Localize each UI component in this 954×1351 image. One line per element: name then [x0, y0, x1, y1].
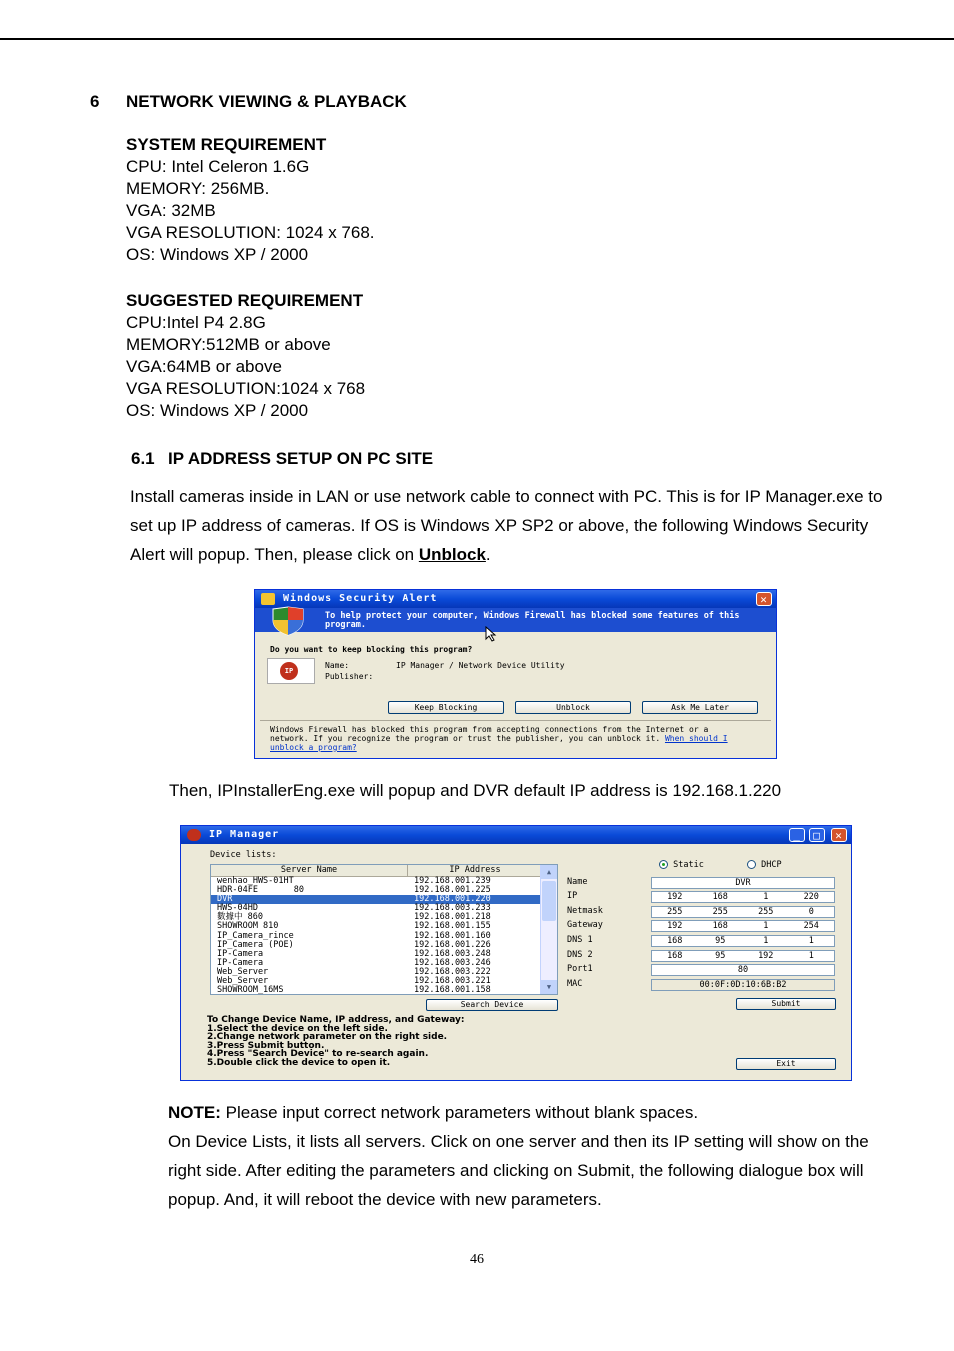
netmask-label: Netmask	[567, 906, 603, 916]
alert-question: Do you want to keep blocking this program?	[270, 645, 473, 654]
search-device-button[interactable]: Search Device	[426, 999, 558, 1011]
server-name-cell: DVR	[217, 894, 233, 905]
ip-address-cell: 192.168.003.221	[414, 976, 491, 987]
then-paragraph: Then, IPInstallerEng.exe will popup and DVR default IP address is 192.168.1.220	[169, 781, 782, 800]
note-body: On Device Lists, it lists all servers. Click on one server and then its IP setting will show on the right side. After editing the parameters and clicking on Submit, the following dialogue box will popup. And, it will reboot the device with new parameters.	[168, 1132, 869, 1209]
dns2-octet: 1	[808, 951, 814, 961]
instruction-line: 4.Press "Search Device" to re-search again.	[207, 1049, 429, 1060]
dns1-octet: 95	[715, 936, 726, 946]
when-unblock-link[interactable]: When should I unblock a program?	[270, 734, 728, 752]
netmask-octet: 0	[808, 907, 814, 917]
intro-end: .	[485, 545, 491, 564]
server-name-cell: Web_Server	[217, 966, 269, 977]
shield-icon	[269, 606, 307, 636]
instruction-line: 1.Select the device on the left side.	[207, 1023, 388, 1034]
mode-dhcp-radio[interactable]	[747, 860, 782, 870]
subsection-heading	[131, 449, 433, 469]
mode-static-label: Static	[673, 860, 704, 870]
exit-button[interactable]: Exit	[736, 1058, 836, 1070]
instruction-line: 2.Change network parameter on the right side.	[207, 1032, 448, 1043]
close-icon[interactable]: ✕	[831, 828, 847, 842]
ip-address-cell: 192.168.003.233	[414, 903, 491, 914]
instruction-line: To Change Device Name, IP address, and Gateway:	[207, 1015, 465, 1025]
maximize-icon[interactable]: □	[809, 828, 825, 842]
server-name-cell: HWS-04HD	[217, 903, 258, 914]
mode-static-radio[interactable]	[659, 860, 704, 870]
device-lists-label: Device lists:	[210, 850, 277, 860]
suggested-requirement-block	[126, 290, 365, 422]
alert-titlebar	[255, 590, 776, 608]
netmask-octet: 255	[712, 907, 728, 917]
alert-footer	[270, 725, 750, 752]
server-name-cell: IP-Camera	[217, 957, 264, 968]
table-row[interactable]	[211, 895, 557, 904]
gateway-octet: 254	[803, 921, 819, 931]
requirement-line: MEMORY: 256MB.	[126, 179, 270, 198]
page-number: 46	[470, 1252, 484, 1267]
requirement-line: VGA: 32MB	[126, 201, 216, 220]
alert-footer-text: Windows Firewall has blocked this program from accepting connections from the Internet or a network. If you recognize the program or trust the publisher, you can unblock it.	[270, 725, 709, 743]
system-requirement-heading: SYSTEM REQUIREMENT	[126, 135, 327, 154]
dns2-octet: 95	[715, 951, 726, 961]
shield-small-icon	[261, 593, 275, 605]
gateway-input[interactable]	[651, 920, 835, 932]
requirement-line: CPU:Intel P4 2.8G	[126, 313, 266, 332]
note-line1: Please input correct network parameters without blank spaces.	[220, 1103, 699, 1122]
column-header-server[interactable]: Server Name	[211, 865, 408, 876]
table-row[interactable]	[211, 886, 557, 895]
name-label: Name:	[325, 661, 350, 670]
radio-unchecked-icon	[747, 860, 756, 869]
note-paragraph	[168, 1098, 888, 1214]
server-name-cell: wenhao_HWS-01HT	[217, 876, 294, 886]
netmask-octet: 255	[758, 907, 774, 917]
gateway-octet: 192	[667, 921, 683, 931]
cursor-icon	[485, 626, 499, 642]
requirement-line: MEMORY:512MB or above	[126, 335, 331, 354]
ip-address-cell: 192.168.001.155	[414, 921, 491, 932]
dns2-octet: 192	[758, 951, 774, 961]
port-input[interactable]	[651, 964, 835, 976]
intro-text: Install cameras inside in LAN or use network cable to connect with PC. This is for IP Manager.exe to set up IP address of cameras. If OS is Windows XP SP2 or above, the following Windows Security Alert will popup. Then, please click on	[130, 487, 883, 564]
ip-address-cell: 192.168.001.158	[414, 985, 491, 995]
gateway-label: Gateway	[567, 920, 603, 930]
port-value: 80	[737, 965, 749, 975]
alert-divider	[260, 720, 771, 721]
server-name-cell: 數據中 860	[217, 912, 263, 923]
ip-address-cell: 192.168.003.248	[414, 948, 491, 959]
submit-button[interactable]: Submit	[736, 998, 836, 1010]
requirement-line: OS: Windows XP / 2000	[126, 245, 309, 264]
unblock-button[interactable]: Unblock	[515, 701, 631, 714]
ip-address-cell: 192.168.001.226	[414, 939, 491, 950]
publisher-label: Publisher:	[325, 672, 374, 681]
requirement-line: OS: Windows XP / 2000	[126, 401, 309, 420]
note-label: NOTE:	[168, 1103, 221, 1122]
mac-label: MAC	[567, 979, 583, 989]
dns1-label: DNS 1	[567, 935, 593, 945]
ip-input[interactable]	[651, 891, 835, 903]
column-header-ip[interactable]: IP Address	[408, 865, 543, 876]
instruction-line: 3.Press Submit button.	[207, 1040, 325, 1051]
server-name-cell: SHOWROOM_16MS	[217, 985, 284, 995]
server-name-cell: IP_Camera (POE)	[217, 939, 294, 950]
dns2-input[interactable]	[651, 950, 835, 962]
dns1-input[interactable]	[651, 935, 835, 947]
ip-octet: 192	[667, 892, 683, 902]
subsection-number: 6.1	[131, 449, 155, 468]
suggested-requirement-heading: SUGGESTED REQUIREMENT	[126, 291, 364, 310]
keep-blocking-button[interactable]: Keep Blocking	[388, 701, 504, 714]
ip-address-cell: 192.168.001.239	[414, 876, 491, 886]
ip-label: IP	[567, 891, 578, 901]
server-name-cell: IP-Camera	[217, 948, 264, 959]
app-icon	[187, 829, 201, 841]
server-name-cell: SHOWROOM 810	[217, 921, 279, 932]
header-rule	[0, 38, 954, 40]
subsection-title: IP ADDRESS SETUP ON PC SITE	[168, 449, 434, 468]
radio-checked-icon	[659, 860, 668, 869]
name-input[interactable]	[651, 877, 835, 889]
ip-manager-dialog	[180, 825, 852, 1081]
server-name-cell: Web_Server	[217, 976, 269, 987]
requirement-line: VGA:64MB or above	[126, 357, 282, 376]
dns2-octet: 168	[667, 951, 683, 961]
dns1-octet: 1	[763, 936, 769, 946]
alert-title: Windows Security Alert	[283, 593, 438, 604]
server-name-cell: IP_Camera_rince	[217, 930, 294, 941]
requirement-line: CPU: Intel Celeron 1.6G	[126, 157, 310, 176]
port-label: Port1	[567, 964, 593, 974]
ipm-title: IP Manager	[209, 829, 280, 840]
scroll-down-icon[interactable]: ▼	[541, 980, 557, 994]
alert-banner: To help protect your computer, Windows Firewall has blocked some features of this program.	[255, 608, 776, 632]
netmask-octet: 255	[667, 907, 683, 917]
ip-address-cell: 192.168.003.246	[414, 957, 491, 968]
name-label: Name	[567, 877, 588, 887]
device-rows	[211, 877, 557, 995]
ip-address-cell: 192.168.001.225	[414, 885, 491, 896]
section-title: NETWORK VIEWING & PLAYBACK	[126, 92, 407, 111]
ask-me-later-button[interactable]: Ask Me Later	[642, 701, 758, 714]
server-name-cell: HDR-04FE 80	[217, 885, 304, 896]
scroll-thumb[interactable]	[542, 881, 556, 921]
ipm-titlebar	[181, 826, 851, 844]
dns1-octet: 1	[808, 936, 814, 946]
name-value: DVR	[735, 878, 751, 888]
requirement-line: VGA RESOLUTION:1024 x 768	[126, 379, 366, 398]
netmask-input[interactable]	[651, 906, 835, 918]
close-icon[interactable]: ✕	[756, 592, 772, 606]
mode-dhcp-label: DHCP	[761, 860, 782, 870]
instruction-line: 5.Double click the device to open it.	[207, 1057, 391, 1068]
table-row[interactable]	[211, 986, 557, 995]
scroll-up-icon[interactable]: ▲	[541, 865, 557, 879]
device-list	[210, 864, 558, 995]
ip-octet: 168	[712, 892, 728, 902]
mac-field	[651, 979, 835, 991]
device-list-scrollbar[interactable]	[540, 865, 557, 994]
requirement-line: VGA RESOLUTION: 1024 x 768.	[126, 223, 375, 242]
ip-address-cell: 192.168.001.160	[414, 930, 491, 941]
mac-value: 00:0F:0D:10:6B:B2	[699, 980, 787, 990]
ip-address-cell: 192.168.003.222	[414, 966, 491, 977]
intro-paragraph	[130, 482, 890, 569]
ip-address-cell: 192.168.001.218	[414, 912, 491, 923]
section-heading	[90, 92, 407, 112]
ip-address-cell: 192.168.001.220	[414, 894, 491, 905]
ip-octet: 220	[803, 892, 819, 902]
gateway-octet: 1	[763, 921, 769, 931]
dns1-octet: 168	[667, 936, 683, 946]
unblock-emphasis: Unblock	[418, 545, 486, 564]
name-value: IP Manager / Network Device Utility	[396, 661, 565, 670]
gateway-octet: 168	[712, 921, 728, 931]
ip-octet: 1	[763, 892, 769, 902]
instructions	[207, 1016, 465, 1068]
security-alert-dialog	[254, 589, 777, 759]
system-requirement-block	[126, 134, 375, 266]
program-icon: IP	[267, 658, 315, 684]
dns2-label: DNS 2	[567, 950, 593, 960]
minimize-icon[interactable]: _	[789, 828, 805, 842]
section-number: 6	[90, 92, 100, 111]
